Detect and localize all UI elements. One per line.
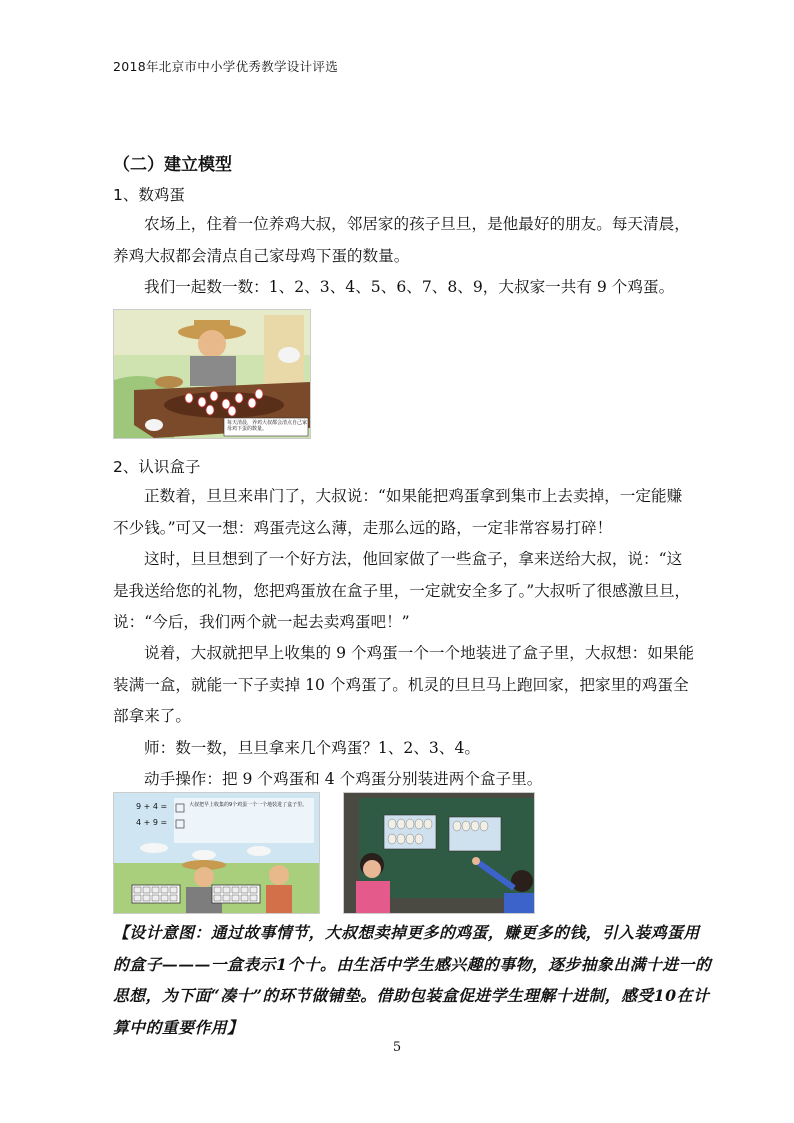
farmer-eggs-illustration	[113, 309, 311, 439]
equation-9-plus-4: 9 + 4 =	[136, 802, 168, 811]
paragraph: 动手操作：把 9 个鸡蛋和 4 个鸡蛋分别装进两个盒子里。	[144, 770, 543, 788]
paragraph: 农场上，住着一位养鸡大叔，邻居家的孩子旦旦，是他最好的朋友。每天清晨，养鸡大叔都会清点自己家母鸡下蛋的数量。	[113, 215, 690, 265]
classroom-picture	[344, 793, 534, 913]
egg-box-story-picture	[114, 793, 319, 913]
page-number: 5	[392, 1040, 402, 1055]
subsection-title-count-eggs: 1、数鸡蛋	[113, 186, 185, 204]
paragraph: 说着，大叔就把早上收集的 9 个鸡蛋一个一个地装进了盒子里，大叔想：如果能装满一盒，就能一下子卖掉 10 个鸡蛋了。机灵的旦旦马上跑回家，把家里的鸡蛋全部拿来了。	[113, 644, 695, 725]
paragraph: 这时，旦旦想到了一个好方法，他回家做了一些盒子，拿来送给大叔，说：“这是我送给您的礼物，您把鸡蛋放在盒子里，一定就安全多了。”大叔听了很感激旦旦，说：“今后，我们两个就一起去卖鸡蛋吧！”	[113, 550, 691, 631]
illustration-caption: 每天清晨，养鸡大叔都会清点自己家母鸡下蛋的数量。	[227, 420, 308, 432]
section-title: （二）建立模型	[113, 155, 232, 175]
farmer-eggs-picture	[114, 310, 310, 438]
running-header: 2018年北京市中小学优秀教学设计评选	[113, 59, 339, 74]
design-intent-note: 【设计意图：通过故事情节，大叔想卖掉更多的鸡蛋，赚更多的钱，引入装鸡蛋用的盒子———一盒表示1个十。由生活中学生感兴趣的事物，逐步抽象出满十进一的思想，为下面“凑十”的环节做铺垫。借助包装盒促进学生理解十进制，感受10在计算中的重要作用】	[113, 923, 712, 1038]
story-text: 大叔把早上收集的9个鸡蛋一个一个地装进了盒子里。	[189, 802, 308, 808]
equation-4-plus-9: 4 + 9 =	[136, 818, 168, 827]
egg-box-story-illustration	[113, 792, 320, 914]
paragraph: 正数着，旦旦来串门了，大叔说：“如果能把鸡蛋拿到集市上去卖掉，一定能赚不少钱。”可又一想：鸡蛋壳这么薄，走那么远的路，一定非常容易打碎！	[113, 487, 683, 537]
classroom-photo	[343, 792, 535, 914]
paragraph: 我们一起数一数：1、2、3、4、5、6、7、8、9，大叔家一共有 9 个鸡蛋。	[144, 278, 675, 296]
subsection-title-know-box: 2、认识盒子	[113, 458, 201, 476]
paragraph: 师：数一数，旦旦拿来几个鸡蛋？1、2、3、4。	[144, 739, 480, 757]
